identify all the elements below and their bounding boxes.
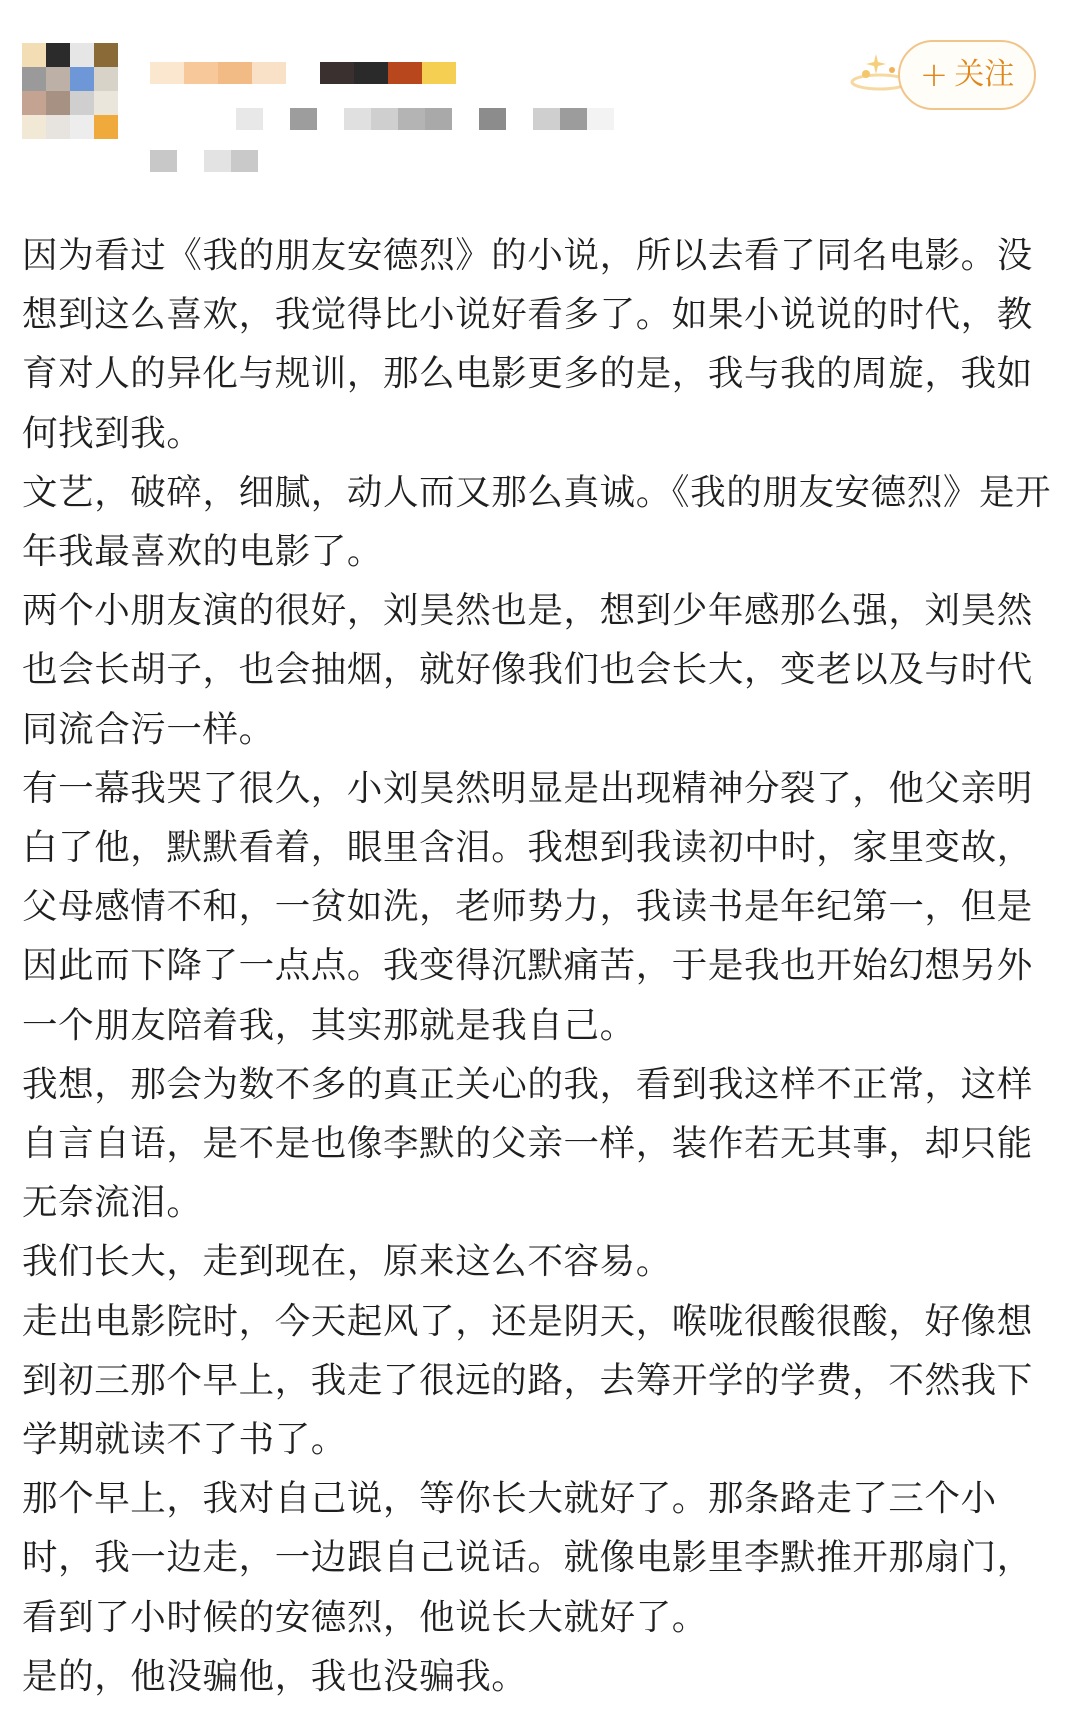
mosaic-block: [150, 150, 177, 172]
post-header: [0, 0, 1069, 200]
avatar-mosaic-pixel: [46, 91, 70, 115]
post-paragraph: 那个早上，我对自己说，等你长大就好了。那条路走了三个小时，我一边走，一边跟自己说话。就像电影里李默推开那扇门，看到了小时候的安德烈，他说长大就好了。: [22, 1478, 1033, 1638]
mosaic-block: [398, 108, 425, 130]
avatar-mosaic-pixel: [70, 91, 94, 115]
mosaic-block: [533, 108, 560, 130]
post-meta-mosaic: [236, 108, 614, 130]
avatar-mosaic-pixel: [70, 67, 94, 91]
avatar-mosaic-pixel: [94, 115, 118, 139]
avatar-mosaic-pixel: [22, 67, 46, 91]
mosaic-block: [177, 150, 204, 172]
post-paragraph: 文艺，破碎，细腻，动人而又那么真诚。《我的朋友安德烈》是开年我最喜欢的电影了。: [22, 471, 1052, 573]
mosaic-block: [479, 108, 506, 130]
mosaic-block: [286, 62, 320, 84]
follow-button-label: 关注: [954, 57, 1015, 92]
mosaic-block: [344, 108, 371, 130]
mosaic-block: [354, 62, 388, 84]
avatar-mosaic-pixel: [46, 43, 70, 67]
post-paragraph: 我想，那会为数不多的真正关心的我，看到我这样不正常，这样自言自语，是不是也像李默的父亲一样，装作若无其事，却只能无奈流泪。: [22, 1063, 1033, 1224]
avatar-mosaic-pixel: [94, 91, 118, 115]
mosaic-block: [204, 150, 231, 172]
mosaic-block: [150, 62, 184, 84]
avatar-mosaic-pixel: [70, 43, 94, 67]
mosaic-block: [560, 108, 587, 130]
plus-icon: +: [919, 55, 949, 95]
mosaic-block: [388, 62, 422, 84]
mosaic-block: [320, 62, 354, 84]
mosaic-block: [184, 62, 218, 84]
post-paragraph: 因为看过《我的朋友安德烈》的小说，所以去看了同名电影。没想到这么喜欢，我觉得比小说好看多了。如果小说说的时代，教育对人的异化与规训，那么电影更多的是，我与我的周旋，我如何找到我。: [22, 235, 1033, 454]
post-body: [22, 226, 1052, 1706]
avatar-mosaic-pixel: [46, 67, 70, 91]
avatar-mosaic-pixel: [46, 115, 70, 139]
post-paragraph: 我们长大，走到现在，原来这么不容易。: [22, 1241, 672, 1283]
mosaic-block: [452, 108, 479, 130]
mosaic-block: [263, 108, 290, 130]
mosaic-block: [587, 108, 614, 130]
mosaic-block: [290, 108, 317, 130]
follow-button[interactable]: [898, 40, 1036, 110]
mosaic-block: [371, 108, 398, 130]
mosaic-block: [252, 62, 286, 84]
post-paragraph: 走出电影院时，今天起风了，还是阴天，喉咙很酸很酸，好像想到初三那个早上，我走了很远的路，去筹开学的学费，不然我下学期就读不了书了。: [22, 1300, 1033, 1461]
post-source-mosaic: [150, 150, 258, 172]
avatar-mosaic-pixel: [70, 115, 94, 139]
mosaic-block: [236, 108, 263, 130]
post-paragraph: 两个小朋友演的很好，刘昊然也是，想到少年感那么强，刘昊然也会长胡子，也会抽烟，就好像我们也会长大，变老以及与时代同流合污一样。: [22, 590, 1033, 750]
mosaic-block: [425, 108, 452, 130]
follow-area: [846, 40, 1036, 112]
mosaic-block: [231, 150, 258, 172]
mosaic-block: [218, 62, 252, 84]
avatar-mosaic-pixel: [94, 43, 118, 67]
avatar-mosaic-pixel: [22, 91, 46, 115]
avatar-mosaic-pixel: [22, 43, 46, 67]
mosaic-block: [422, 62, 456, 84]
username-mosaic[interactable]: [150, 62, 456, 84]
mosaic-block: [506, 108, 533, 130]
avatar-mosaic-pixel: [94, 67, 118, 91]
post-paragraph: 是的，他没骗他，我也没骗我。: [22, 1655, 528, 1697]
avatar[interactable]: [22, 43, 118, 139]
post-paragraph: 有一幕我哭了很久，小刘昊然明显是出现精神分裂了，他父亲明白了他，默默看着，眼里含泪。我想到我读初中时，家里变故，父母感情不和，一贫如洗，老师势力，我读书是年纪第一，但是因此而下降了一点点。我变得沉默痛苦，于是我也开始幻想另外一个朋友陪着我，其实那就是我自己。: [22, 767, 1033, 1046]
mosaic-block: [317, 108, 344, 130]
avatar-mosaic-pixel: [22, 115, 46, 139]
